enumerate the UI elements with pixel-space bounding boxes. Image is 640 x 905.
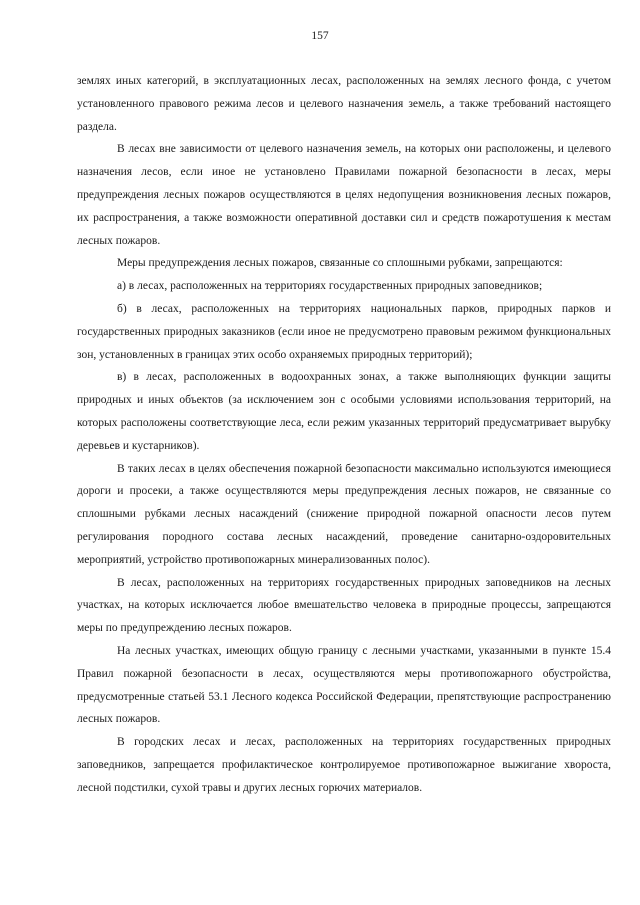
paragraph-fire-prevention-general: В лесах вне зависимости от целевого назначения земель, на которых они расположены, и целевого назначения лесов, если иное не установлено Правилами пожарной безопасности в лесах, меры предупреждения лесных пожаров осуществляются в целях недопущения возникновения лесных пожаров, их распространения, а также возможности оперативной доставки сил и средств пожаротушения к местам лесных пожаров. (77, 143, 611, 247)
paragraph-urban-forests: В городских лесах и лесах, расположенных на территориях государственных природных заповедников, запрещается профилактическое контролируемое противопожарное выжигание хвороста, лесной подстилки, сухой травы и других лесных горючих материалов. (77, 736, 611, 794)
paragraph-reserves: В лесах, расположенных на территориях государственных природных заповедников на лесных участках, на которых исключается любое вмешательство человека в природные процессы, запрещаются меры по предупреждению лесных пожаров. (77, 576, 611, 635)
paragraph-roads-and-clearings: В таких лесах в целях обеспечения пожарной безопасности максимально используются имеющиеся дороги и просеки, а также осуществляются меры предупреждения лесных пожаров, не связанные со сплошными рубками лесных насаждений (снижение природной пожарной опасности лесов путем регулирования породного состава лесных насаждений, проведение санитарно-оздоровительных мероприятий, устройство противопожарных минерализованных полос). (77, 462, 611, 566)
paragraph-clear-cutting-prohibited: Меры предупреждения лесных пожаров, связанные со сплошными рубками, запрещаются: (117, 257, 563, 270)
list-item-c: в) в лесах, расположенных в водоохранных зонах, а также выполняющих функции защиты природных и иных объектов (за исключением зон с особыми условиями использования территорий, на которых расположены соответствующие леса, если режим указанных территорий предусматривает вырубку деревьев и кустарников). (77, 371, 611, 452)
page-number: 157 (311, 30, 329, 42)
paragraph-adjacent-plots: На лесных участках, имеющих общую границу с лесными участками, указанными в пункте 15.4 Правил пожарной безопасности в лесах, осуществляются меры противопожарного обустройства, предусмотренные статьей 53.1 Лесного кодекса Российской Федерации, препятствующие распространению лесных пожаров. (77, 644, 611, 726)
paragraph-continuation: землях иных категорий, в эксплуатационных лесах, расположенных на землях лесного фонда, с учетом установленного правового режима лесов и целевого назначения земель, а также требований настоящего раздела. (77, 75, 611, 133)
document-body (77, 70, 611, 800)
list-item-a: а) в лесах, расположенных на территориях государственных природных заповедников; (117, 280, 543, 293)
list-item-b: б) в лесах, расположенных на территориях национальных парков, природных парков и государственных природных заказников (если иное не предусмотрено правовым режимом функциональных зон, установленных в границах этих особо охраняемых природных территорий); (77, 302, 611, 361)
